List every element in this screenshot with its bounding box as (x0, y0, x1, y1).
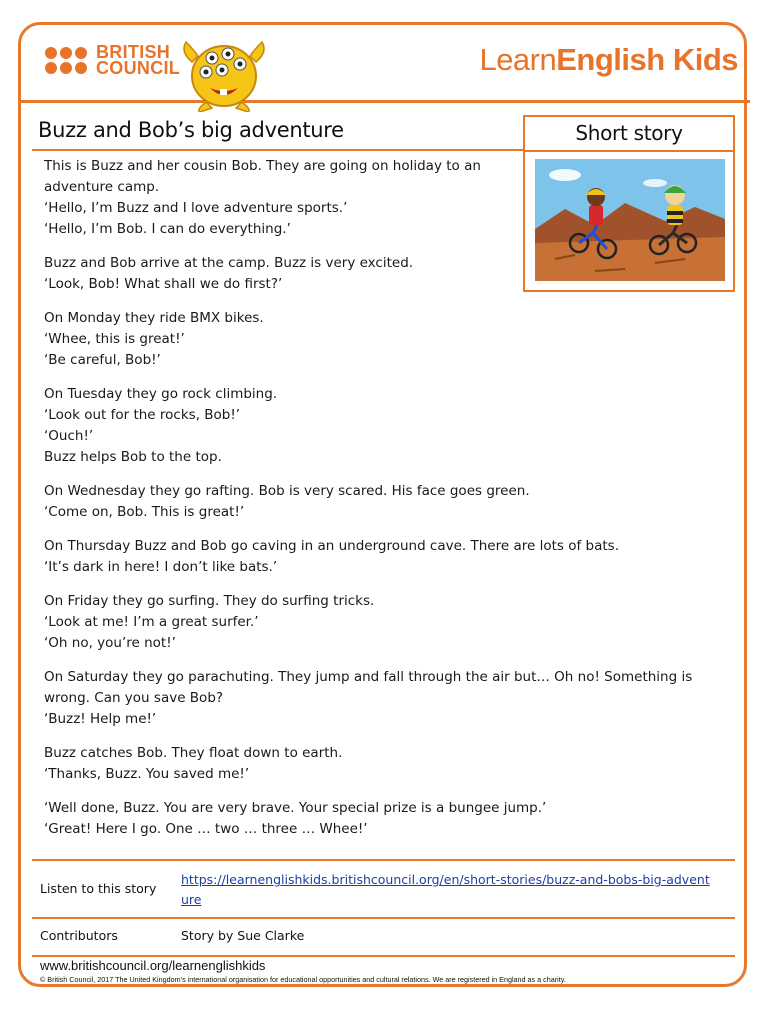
bmx-bikes-illustration (535, 159, 725, 281)
story-paragraph (44, 156, 514, 240)
footer-url: www.britishcouncil.org/learnenglishkids (40, 958, 266, 973)
story-line: ‘Whee, this is great!’ (44, 331, 185, 347)
story-paragraph (44, 253, 514, 295)
story-line: On Friday they go surfing. They do surfing tricks. (44, 593, 375, 609)
contributors-label: Contributors (40, 928, 118, 943)
story-box-divider (525, 150, 733, 152)
story-line: ‘Thanks, Buzz. You saved me!’ (44, 766, 250, 782)
footer-legal-text: © British Council, 2017 The United Kingdom’s international organisation for educational opportunities and cultural relations. We are registered in England as a charity. (40, 975, 566, 984)
story-line: ‘Look out for the rocks, Bob!’ (44, 407, 241, 423)
story-paragraph (44, 798, 704, 840)
learnenglish-kids-logo (479, 42, 738, 78)
listen-link-cell (181, 870, 711, 910)
contributors-row (32, 917, 735, 957)
story-line: Buzz catches Bob. They float down to earth. (44, 745, 343, 761)
story-paragraph (44, 667, 704, 730)
monster-mascot-icon (176, 32, 272, 112)
story-line: ‘Great! Here I go. One … two … three … Whee!’ (44, 821, 368, 837)
story-line: On Tuesday they go rock climbing. (44, 386, 278, 402)
british-council-dots-icon (45, 47, 87, 74)
story-line: ‘It’s dark in here! I don’t like bats.’ (44, 559, 278, 575)
contributors-value: Story by Sue Clarke (181, 928, 305, 943)
story-line: ‘Look, Bob! What shall we do first?’ (44, 276, 283, 292)
listen-story-link[interactable]: https://learnenglishkids.britishcouncil.org/en/short-stories/buzz-and-bobs-big-adventure (181, 872, 710, 907)
story-paragraph (44, 308, 514, 371)
story-line: ‘Look at me! I’m a great surfer.’ (44, 614, 259, 630)
logo-line-1: BRITISH (96, 42, 171, 62)
story-line: This is Buzz and her cousin Bob. They are going on holiday to an adventure camp. (44, 158, 481, 195)
logo-english-kids-text: English Kids (556, 42, 738, 77)
header-divider (18, 100, 750, 103)
story-line: ‘Hello, I’m Buzz and I love adventure sports.’ (44, 200, 348, 216)
story-body (44, 156, 693, 840)
title-underline (32, 149, 524, 151)
story-line: ‘Ouch!’ (44, 428, 94, 444)
story-line: Buzz and Bob arrive at the camp. Buzz is very excited. (44, 255, 414, 271)
story-title: Buzz and Bob’s big adventure (38, 118, 344, 142)
story-line: On Wednesday they go rafting. Bob is very scared. His face goes green. (44, 483, 530, 499)
listen-label: Listen to this story (40, 881, 157, 896)
british-council-logo (45, 44, 180, 76)
story-paragraph (44, 481, 704, 523)
story-line: Buzz helps Bob to the top. (44, 449, 222, 465)
story-line: ‘Buzz! Help me!’ (44, 711, 157, 727)
story-line: On Monday they ride BMX bikes. (44, 310, 264, 326)
logo-line-2: COUNCIL (96, 58, 181, 78)
story-line: ‘Well done, Buzz. You are very brave. Your special prize is a bungee jump.’ (44, 800, 547, 816)
story-paragraph (44, 591, 704, 654)
story-paragraph (44, 743, 704, 785)
story-type-label: Short story (575, 121, 683, 145)
story-line: ‘Hello, I’m Bob. I can do everything.’ (44, 221, 291, 237)
logo-learn-text: Learn (479, 42, 557, 77)
story-paragraph (44, 536, 704, 578)
story-line: ‘Oh no, you’re not!’ (44, 635, 176, 651)
story-info-table (32, 859, 735, 957)
listen-row (32, 859, 735, 917)
story-line: ‘Be careful, Bob!’ (44, 352, 161, 368)
story-line: On Thursday Buzz and Bob go caving in an underground cave. There are lots of bats. (44, 538, 619, 554)
story-line: ‘Come on, Bob. This is great!’ (44, 504, 245, 520)
story-paragraph (44, 384, 514, 468)
story-line: On Saturday they go parachuting. They jump and fall through the air but… Oh no! Something is wrong. Can you save Bob? (44, 669, 693, 706)
story-type-box (523, 115, 735, 292)
